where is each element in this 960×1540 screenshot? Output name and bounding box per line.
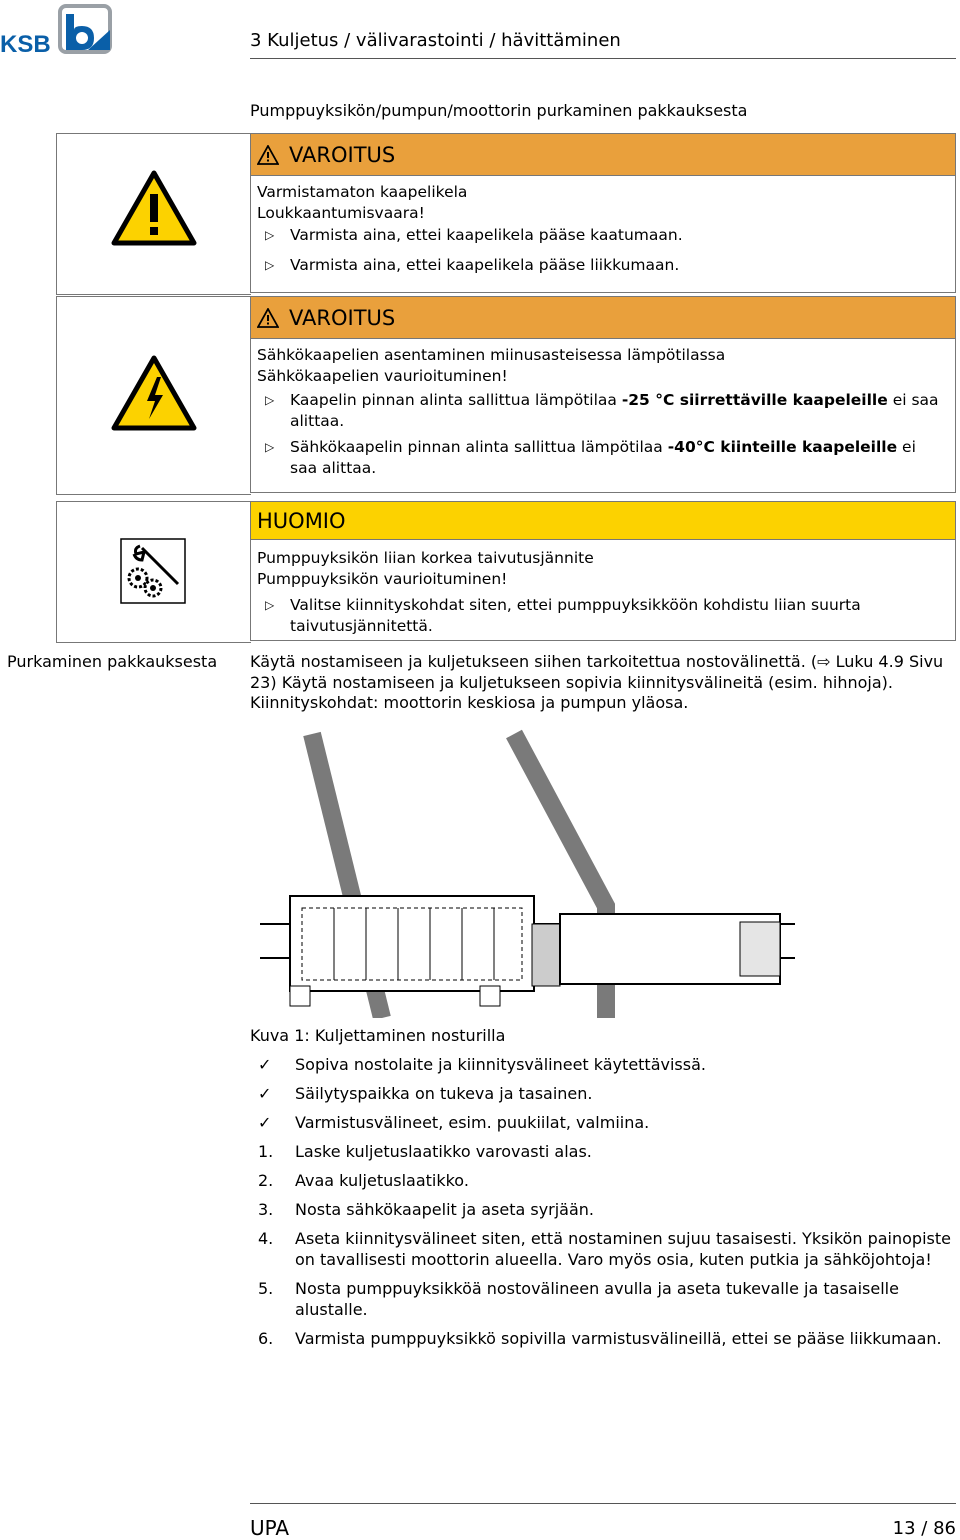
check-item bbox=[258, 1054, 958, 1075]
footer-divider bbox=[250, 1503, 956, 1504]
step-number: 4. bbox=[258, 1229, 274, 1248]
step-number: 1. bbox=[258, 1142, 274, 1161]
bullet-triangle-icon: ▷ bbox=[265, 598, 275, 612]
notice-2-bullet-1-a: Kaapelin pinnan alinta sallittua lämpötilaa bbox=[290, 391, 622, 409]
notice-3-header bbox=[251, 502, 955, 540]
wrench-gears-icon bbox=[120, 538, 186, 604]
check-icon: ✓ bbox=[258, 1084, 272, 1103]
cross-reference-link[interactable]: Luku 4.9 Sivu 23 bbox=[250, 652, 944, 692]
side-label: Purkaminen pakkauksesta bbox=[7, 652, 218, 671]
check-item bbox=[258, 1083, 958, 1104]
figure-caption-text: : Kuljettaminen nosturilla bbox=[304, 1026, 506, 1045]
notice-2-header bbox=[251, 297, 955, 339]
procedure-list bbox=[258, 1054, 958, 1357]
bullet-triangle-icon: ▷ bbox=[265, 440, 275, 454]
figure-caption bbox=[250, 1026, 505, 1045]
notice-1-bullet: Varmista aina, ettei kaapelikela pääse liikkumaan. bbox=[290, 255, 680, 274]
check-item-text: Varmistusvälineet, esim. puukiilat, valmiina. bbox=[295, 1113, 650, 1132]
check-item-text: Sopiva nostolaite ja kiinnitysvälineet käytettävissä. bbox=[295, 1055, 706, 1074]
step-item bbox=[258, 1328, 958, 1349]
check-item bbox=[258, 1112, 958, 1133]
notice-1-bullet: Varmista aina, ettei kaapelikela pääse kaatumaan. bbox=[290, 226, 683, 244]
notice-2-bullet-1-c: ei saa alittaa. bbox=[290, 391, 939, 430]
notice-2-bullet-2-c: ei saa alittaa. bbox=[290, 438, 916, 477]
notice-1-title: Varmistamaton kaapelikela bbox=[257, 183, 468, 201]
step-item bbox=[258, 1199, 958, 1220]
step-text: Laske kuljetuslaatikko varovasti alas. bbox=[295, 1142, 592, 1161]
paragraph-part-1: Käytä nostamiseen ja kuljetukseen siihen tarkoitettua nostovälinettä. ( bbox=[250, 652, 818, 671]
step-number: 5. bbox=[258, 1279, 274, 1298]
section-title: Pumppuyksikön/pumpun/moottorin purkaminen pakkauksesta bbox=[250, 101, 748, 120]
electric-hazard-icon bbox=[111, 355, 197, 431]
ksb-logo bbox=[0, 4, 115, 54]
notice-3-consequence: Pumppuyksikön vaurioituminen! bbox=[257, 569, 508, 588]
step-text: Nosta pumppuyksikköä nostovälineen avulla ja aseta tukevalle ja tasaiselle alustalle. bbox=[295, 1279, 899, 1319]
page-number: 13 / 86 bbox=[892, 1518, 956, 1539]
step-number: 6. bbox=[258, 1329, 274, 1348]
step-item bbox=[258, 1278, 958, 1320]
notice-3-icon-cell bbox=[56, 501, 251, 643]
notice-2-level: VAROITUS bbox=[289, 305, 396, 330]
notice-2-consequence: Sähkökaapelien vaurioituminen! bbox=[257, 366, 508, 385]
notice-1 bbox=[250, 133, 956, 293]
step-number: 3. bbox=[258, 1200, 274, 1219]
notice-1-icon-cell bbox=[56, 133, 251, 295]
warning-triangle-icon bbox=[257, 308, 279, 328]
check-item-text: Säilytyspaikka on tukeva ja tasainen. bbox=[295, 1084, 593, 1103]
cross-ref-arrow-icon: ⇨ bbox=[817, 652, 836, 671]
bullet-triangle-icon: ▷ bbox=[265, 257, 275, 272]
paragraph-part-2: ) Käytä nostamiseen ja kuljetukseen sopivia kiinnitysvälineitä (esim. hihnoja). Kiinnityskohdat: moottorin keskiosa ja pumpun yläosa. bbox=[250, 672, 893, 712]
notice-2-bullet-2-a: Sähkökaapelin pinnan alinta sallittua lämpötilaa bbox=[290, 438, 668, 456]
notice-2-icon-cell bbox=[56, 296, 251, 495]
step-text: Avaa kuljetuslaatikko. bbox=[295, 1171, 469, 1190]
notice-1-level: VAROITUS bbox=[289, 142, 396, 167]
footer-product: UPA bbox=[250, 1516, 290, 1540]
notice-1-header bbox=[251, 134, 955, 176]
step-item bbox=[258, 1170, 958, 1191]
step-text: Aseta kiinnitysvälineet siten, että nostaminen sujuu tasaisesti. Yksikön painopiste on tavallisesti moottorin alueella. Varo myös osia, kuten putkia ja sähköjohtoja! bbox=[295, 1229, 951, 1269]
notice-2-bullet-2-b: -40°C kiinteille kaapeleille bbox=[667, 438, 898, 456]
notice-3 bbox=[250, 501, 956, 641]
notice-2-bullet-1-b: -25 °C siirrettäville kaapeleille bbox=[621, 391, 888, 409]
step-item bbox=[258, 1228, 958, 1270]
crane-transport-figure bbox=[250, 728, 810, 1018]
intro-paragraph bbox=[250, 652, 956, 714]
notice-1-consequence: Loukkaantumisvaara! bbox=[257, 203, 425, 222]
page-header-title: 3 Kuljetus / välivarastointi / hävittäminen bbox=[250, 30, 621, 51]
notice-3-title: Pumppuyksikön liian korkea taivutusjännite bbox=[257, 549, 594, 567]
notice-3-level: HUOMIO bbox=[257, 508, 346, 533]
bullet-triangle-icon: ▷ bbox=[265, 393, 275, 407]
check-icon: ✓ bbox=[258, 1055, 272, 1074]
figure-caption-label: Kuva 1 bbox=[250, 1026, 305, 1045]
notice-2 bbox=[250, 296, 956, 493]
bullet-triangle-icon: ▷ bbox=[265, 228, 275, 242]
warning-triangle-icon bbox=[257, 145, 279, 165]
step-text: Nosta sähkökaapelit ja aseta syrjään. bbox=[295, 1200, 595, 1219]
header-divider bbox=[250, 58, 956, 59]
notice-3-bullet: Valitse kiinnityskohdat siten, ettei pumppuyksikköön kohdistu liian suurta taivutusjännitettä. bbox=[290, 596, 861, 635]
notice-2-title: Sähkökaapelien asentaminen miinusasteisessa lämpötilassa bbox=[257, 346, 726, 364]
step-item bbox=[258, 1141, 958, 1162]
step-number: 2. bbox=[258, 1171, 274, 1190]
general-warning-icon bbox=[111, 170, 197, 246]
check-icon: ✓ bbox=[258, 1113, 272, 1132]
step-text: Varmista pumppuyksikkö sopivilla varmistusvälineillä, ettei se pääse liikkumaan. bbox=[295, 1329, 942, 1348]
svg-text:KSB: KSB bbox=[0, 31, 51, 54]
